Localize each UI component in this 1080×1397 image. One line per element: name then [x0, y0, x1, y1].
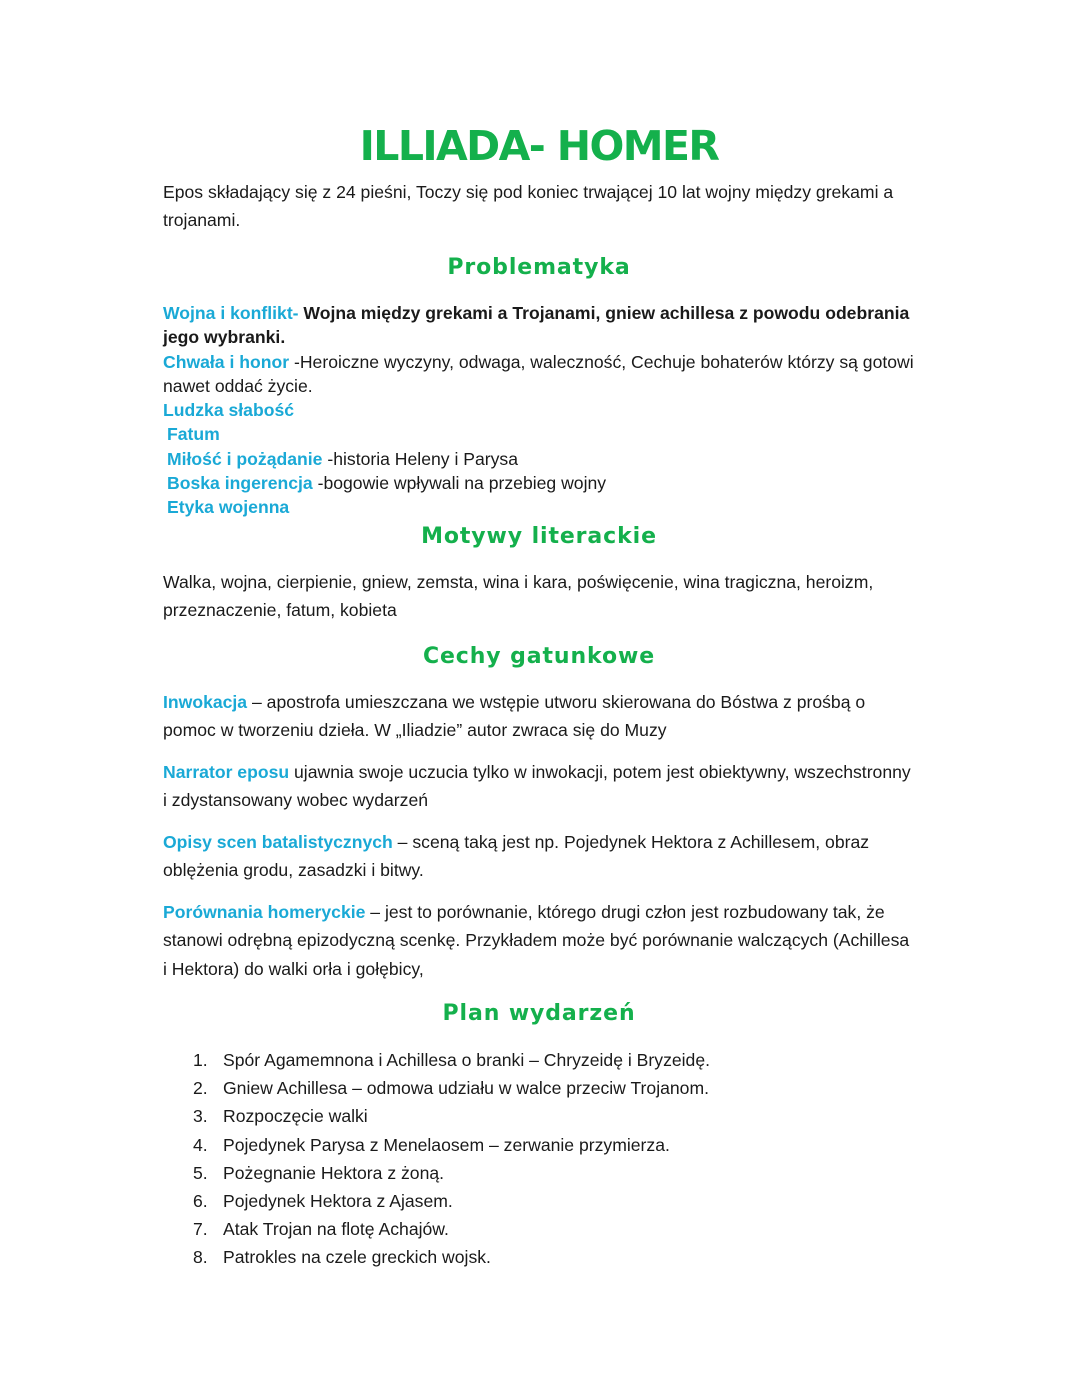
heading-motywy: Motywy literackie	[421, 524, 657, 549]
list-text: Atak Trojan na flotę Achajów.	[223, 1219, 449, 1240]
problem-item-etyka	[163, 495, 915, 519]
problem-item-fatum	[163, 422, 915, 446]
list-text: Rozpoczęcie walki	[223, 1106, 368, 1127]
cecha-desc: ujawnia swoje uczucia tylko w inwokacji, potem jest obiektywny, wszechstronny i zdystansowany wobec wydarzeń	[163, 762, 911, 811]
motywy-paragraph: Walka, wojna, cierpienie, gniew, zemsta, wina i kara, poświęcenie, wina tragiczna, heroizm, przeznaczenie, fatum, kobieta	[163, 572, 874, 621]
list-text: Pojedynek Hektora z Ajasem.	[223, 1191, 453, 1212]
cecha-desc: – apostrofa umieszczana we wstępie utworu skierowana do Bóstwa z prośbą o pomoc w tworzeniu dzieła. W „Iliadzie” autor zwraca się do Muzy	[163, 692, 866, 741]
list-number: 4.	[193, 1134, 208, 1155]
list-text: Gniew Achillesa – odmowa udziału w walce przeciw Trojanom.	[223, 1078, 710, 1099]
problem-desc: Wojna między grekami a Trojanami, gniew achillesa z powodu odebrania jego wybranki.	[163, 303, 910, 348]
list-number: 7.	[193, 1219, 208, 1240]
list-number: 3.	[193, 1106, 208, 1127]
heading-plan: Plan wydarzeń	[442, 1001, 636, 1026]
problematyka-list	[163, 301, 915, 520]
problem-item-chwala	[163, 350, 915, 399]
problem-term: Fatum	[167, 424, 220, 445]
list-item	[163, 1159, 915, 1187]
problem-term: Chwała i honor	[163, 351, 290, 372]
list-number: 5.	[193, 1162, 208, 1183]
problem-term: Boska ingerencja	[167, 473, 313, 494]
heading-problematyka: Problematyka	[447, 255, 631, 280]
plan-list	[163, 1046, 915, 1272]
heading-cechy: Cechy gatunkowe	[422, 644, 656, 669]
list-text: Pożegnanie Hektora z żoną.	[223, 1162, 445, 1183]
list-item	[163, 1131, 915, 1159]
list-text: Spór Agamemnona i Achillesa o branki – Chryzeidę i Bryzeidę.	[223, 1050, 711, 1070]
problem-term: Wojna i konflikt-	[163, 303, 299, 323]
problem-term: Etyka wojenna	[167, 497, 290, 518]
problem-term: Miłość i pożądanie	[167, 448, 323, 469]
list-text: Pojedynek Parysa z Menelaosem – zerwanie przymierza.	[223, 1134, 670, 1155]
list-number: 1.	[193, 1050, 208, 1070]
page-title: ILLIADA- HOMER	[359, 122, 719, 170]
cecha-term: Opisy scen batalistycznych	[163, 832, 393, 852]
cecha-opisy	[163, 828, 915, 885]
list-number: 8.	[193, 1247, 208, 1268]
list-item	[163, 1074, 915, 1102]
problem-item-milosc	[163, 447, 915, 471]
problem-item-boska	[163, 471, 915, 495]
list-item	[163, 1102, 915, 1130]
cecha-desc: – jest to porównanie, którego drugi człon jest rozbudowany tak, że stanowi odrębną epizodyczną scenkę. Przykładem może być porównanie walczących (Achillesa i Hektora) do walki orła i gołębicy,	[163, 902, 910, 979]
list-number: 2.	[193, 1078, 208, 1099]
cecha-inwokacja	[163, 688, 915, 745]
list-text: Patrokles na czele greckich wojsk.	[223, 1247, 491, 1268]
problem-item-wojna	[163, 301, 915, 350]
problem-desc: -Heroiczne wyczyny, odwaga, waleczność, Cechuje bohaterów którzy są gotowi nawet oddać życie.	[163, 351, 914, 396]
problem-desc: -bogowie wpływali na przebieg wojny	[312, 473, 607, 494]
cecha-desc: – sceną taką jest np. Pojedynek Hektora z Achillesem, obraz oblężenia grodu, zasadzki i bitwy.	[163, 832, 870, 881]
list-item	[163, 1187, 915, 1215]
list-number: 6.	[193, 1191, 208, 1212]
cecha-term: Inwokacja	[163, 692, 248, 712]
cecha-term: Narrator eposu	[163, 762, 290, 782]
cecha-term: Porównania homeryckie	[163, 902, 366, 922]
list-item	[163, 1215, 915, 1243]
problem-item-slabosc	[163, 398, 915, 422]
list-item	[163, 1046, 915, 1074]
cecha-narrator	[163, 758, 915, 815]
cecha-porownania	[163, 898, 915, 983]
list-item	[163, 1243, 915, 1271]
intro-paragraph: Epos składający się z 24 pieśni, Toczy się pod koniec trwającej 10 lat wojny między grekami a trojanami.	[163, 182, 894, 231]
problem-desc: -historia Heleny i Parysa	[322, 448, 519, 469]
problem-term: Ludzka słabość	[163, 400, 295, 421]
